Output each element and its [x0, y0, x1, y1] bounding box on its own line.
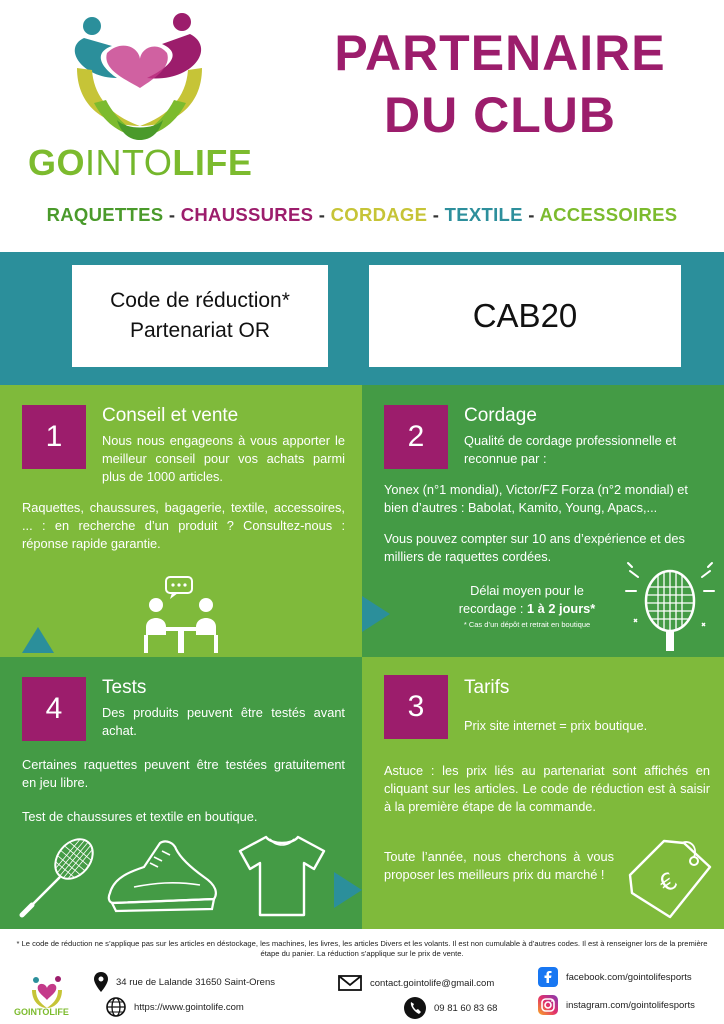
decor-triangle [362, 596, 390, 632]
section-number-badge: 2 [384, 405, 448, 469]
facebook-item[interactable] [538, 967, 692, 987]
category-list [0, 204, 724, 226]
category-chaussures: CHAUSSURES [180, 204, 314, 225]
website-item[interactable] [106, 997, 244, 1017]
section-paragraph: Toute l’année, nous cherchons à vous proposer les meilleurs prix du marché ! [384, 849, 614, 882]
section-title: Tests [102, 677, 147, 698]
footer [0, 929, 724, 1024]
consultation-icon [140, 575, 222, 655]
svg-text:€: € [653, 866, 683, 899]
section-paragraph: Yonex (n°1 mondial), Victor/FZ Forza (n°2 mondial) et bien d’autres : Babolat, Kamito, Young, Apacs,... [384, 482, 688, 515]
title-line-2: DU CLUB [384, 87, 616, 143]
section-paragraph: Test de chaussures et textile en boutique. [22, 809, 258, 824]
section-title: Cordage [464, 405, 537, 426]
category-cordage: CORDAGE [330, 204, 428, 225]
category-separator: - [522, 204, 540, 225]
racket-strings-icon [624, 557, 716, 653]
category-separator: - [163, 204, 181, 225]
section-cordage [362, 385, 724, 657]
address-item [94, 972, 275, 992]
section-paragraph: Certaines raquettes peuvent être testées gratuitement en jeu libre. [22, 757, 345, 790]
section-conseil-vente [0, 385, 362, 657]
category-textile: TEXTILE [444, 204, 523, 225]
decor-triangle [22, 627, 54, 653]
disclaimer: * Le code de réduction ne s’applique pas sur les articles en déstockage, les machines, les livres, les articles Divers et les volants. Il est non cumulable à d’autres codes. Il est à renseigner lors de la première étape du panier. La réduction s’applique sur le prix de vente. [16, 939, 708, 958]
facebook-link[interactable]: facebook.com/gointolifesports [566, 971, 692, 983]
globe-icon [106, 997, 126, 1017]
decor-triangle [334, 872, 362, 908]
email-link[interactable]: contact.gointolife@gmail.com [370, 977, 495, 989]
instagram-item[interactable] [538, 995, 695, 1015]
delay-footnote: * Cas d’un dépôt et retrait en boutique [463, 620, 591, 629]
section-paragraph: Qualité de cordage professionnelle et reconnue par : [464, 433, 676, 466]
section-paragraph: Des produits peuvent être testés avant achat. [102, 705, 345, 738]
shoe-icon [104, 837, 220, 917]
category-accessoires: ACCESSOIRES [539, 204, 678, 225]
instagram-link[interactable]: instagram.com/gointolifesports [566, 999, 695, 1011]
section-tests [0, 657, 362, 929]
section-paragraph: Astuce : les prix liés au partenariat sont affichés en cliquant sur les articles. Le code de réduction est à saisir à la première étape de la commande. [384, 763, 710, 814]
website-link[interactable]: https://www.gointolife.com [134, 1001, 244, 1013]
delay-line-1: Délai moyen pour le [470, 583, 584, 598]
section-number-badge: 3 [384, 675, 448, 739]
phone-item[interactable] [404, 997, 497, 1019]
phone-icon [404, 997, 426, 1019]
section-title: Conseil et vente [102, 405, 239, 426]
discount-code-label: Code de réduction* [110, 289, 290, 312]
category-raquettes: RAQUETTES [46, 204, 164, 225]
delay-text [422, 582, 632, 618]
section-paragraph: Vous pouvez compter sur 10 ans d’expérience et des milliers de raquettes cordées. [384, 531, 685, 564]
partnership-level: Partenariat OR [129, 319, 271, 342]
discount-code-value[interactable]: CAB20 [369, 265, 681, 367]
facebook-icon [538, 967, 558, 987]
small-logo-wordmark: GOINTOLIFE [14, 1007, 69, 1017]
envelope-icon [338, 975, 362, 991]
section-paragraph: Prix site internet = prix boutique. [464, 718, 648, 733]
email-item[interactable] [338, 975, 494, 991]
section-number-badge: 1 [22, 405, 86, 469]
section-paragraph: Raquettes, chaussures, bagagerie, textile, accessoires, ... : en recherche d’un produit ? Consultez-nous : réponse rapide garantie. [22, 500, 345, 551]
discount-code-label-box [72, 265, 328, 367]
section-number-badge: 4 [22, 677, 86, 741]
page-title [300, 22, 700, 146]
section-tarifs [362, 657, 724, 929]
discount-code-band [0, 252, 724, 385]
delay-line-2: recordage : 1 à 2 jours* [458, 601, 596, 616]
address-text: 34 rue de Lalande 31650 Saint-Orens [116, 976, 275, 988]
badminton-racket-icon [14, 835, 100, 921]
title-line-1: PARTENAIRE [334, 25, 666, 81]
phone-number[interactable]: 09 81 60 83 68 [434, 1002, 498, 1014]
header [0, 0, 724, 252]
tshirt-icon [236, 833, 328, 919]
map-pin-icon [94, 972, 108, 992]
section-title: Tarifs [464, 677, 510, 698]
logo-wordmark: GOINTOLIFE [28, 142, 253, 183]
section-paragraph: Nous nous engageons à vous apporter le meilleur conseil pour vos achats parmi plus de 1000 articles. [102, 433, 345, 484]
category-separator: - [313, 204, 331, 225]
price-tag-euro-icon [624, 837, 716, 923]
instagram-icon [538, 995, 558, 1015]
category-separator: - [427, 204, 445, 225]
